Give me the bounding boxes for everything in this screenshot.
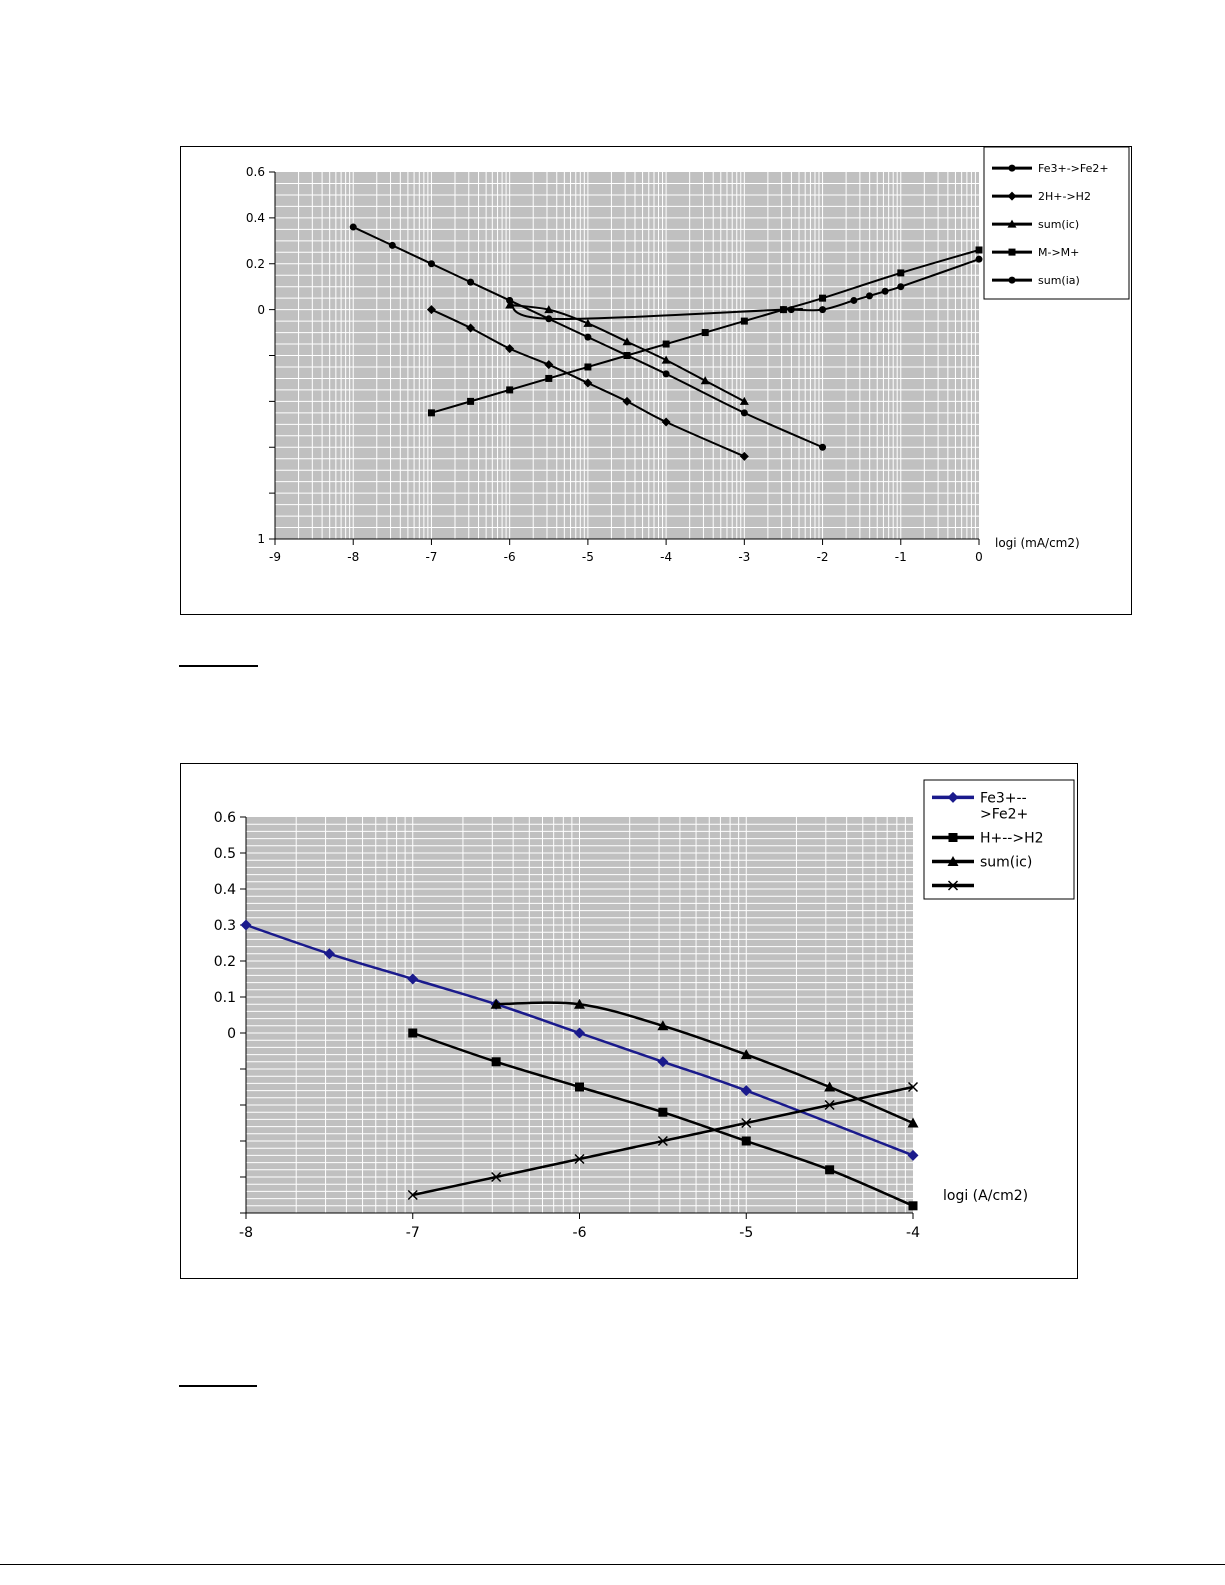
chart-1-series-4-point [624,352,631,359]
chart-2-series-2-point [909,1201,918,1210]
chart-2-legend-label: Fe3+-->Fe2+ [980,790,1029,823]
chart-1-legend-label: sum(ia) [1038,273,1080,287]
chart-2-x-tick-label: -6 [572,1225,587,1241]
chart-1-series-4-point [702,329,709,336]
chart-1-series-5-point [819,306,826,313]
chart-1-x-tick-label: -9 [269,550,281,564]
chart-2-legend-label: H+-->H2 [980,830,1044,847]
chart-1-legend-label: 2H+->H2 [1038,189,1091,203]
chart-1-y-tick-label: 0.2 [245,256,265,271]
chart-1-series-1-point [819,444,826,451]
chart-1-y-tick-label: 1 [257,532,265,547]
chart-1-x-tick-label: -5 [581,550,594,564]
chart-1-series-4-point [741,318,748,325]
chart-1-series-4-point [897,269,904,276]
caption-1-underline [179,665,258,667]
chart-1-series-4-point [467,398,474,405]
chart-2-x-axis-label: logi (A/cm2) [943,1188,1029,1204]
chart-1-series-5-point [866,292,873,299]
chart-1-legend-marker [1009,249,1016,256]
chart-1-series-1-point [741,409,748,416]
chart-1-y-tick-label: 0.4 [245,211,265,226]
chart-2-y-tick-label: 0.6 [213,809,236,826]
chart-1-legend-label: M->M+ [1038,245,1080,259]
chart-2-y-tick-label: 0.3 [213,917,236,934]
chart-1-y-tick-label: 0.6 [245,165,265,180]
chart-1-series-4-point [428,409,435,416]
page-bottom-rule [0,1564,1225,1565]
chart-1-series-5-point [882,288,889,295]
chart-2-series-2-point [742,1137,751,1146]
chart-1-x-tick-label: 0 [975,550,983,564]
chart-1 [180,146,1132,615]
chart-1-x-tick-label: -7 [425,550,438,564]
chart-2-series-2-point [408,1029,417,1038]
chart-2-y-tick-label: 0 [227,1025,236,1042]
chart-1-legend-label: Fe3+->Fe2+ [1038,161,1109,175]
chart-2-legend-marker [949,833,958,842]
chart-2-svg [181,764,1077,1278]
chart-2-y-tick-label: 0.2 [213,953,236,970]
chart-2-legend-label: sum(ic) [980,854,1033,871]
chart-1-x-tick-label: -1 [894,550,907,564]
chart-2-x-tick-label: -4 [906,1225,920,1241]
chart-1-series-1-point [467,279,474,286]
chart-1-series-1-point [428,260,435,267]
chart-1-series-4-point [819,295,826,302]
chart-1-series-4-point [976,246,983,253]
chart-2-x-tick-label: -8 [239,1225,253,1241]
chart-1-series-1-point [389,242,396,249]
chart-1-x-axis-label: logi (mA/cm2) [995,536,1080,550]
caption-2-underline [179,1385,257,1387]
chart-1-y-tick-label: 0 [257,302,265,317]
chart-1-x-tick-label: -2 [816,550,829,564]
chart-1-x-tick-label: -8 [347,550,360,564]
chart-2-x-tick-label: -5 [739,1225,754,1241]
chart-2 [180,763,1078,1279]
chart-2-y-tick-label: 0.5 [213,845,236,862]
chart-1-x-tick-label: -4 [660,550,673,564]
chart-1-series-4-point [584,363,591,370]
chart-1-series-5-point [976,256,983,263]
chart-1-series-5-point [897,283,904,290]
chart-2-x-tick-label: -7 [405,1225,420,1241]
chart-1-legend [984,147,1129,299]
chart-1-series-1-point [350,224,357,231]
chart-1-series-4-point [545,375,552,382]
chart-1-series-5-point [788,306,795,313]
chart-1-legend-marker [1009,277,1016,284]
chart-1-series-5-point [545,315,552,322]
chart-1-series-5-point [850,297,857,304]
chart-2-series-2-point [492,1057,501,1066]
chart-1-series-5-point [506,297,513,304]
chart-1-series-1-point [584,334,591,341]
chart-1-x-tick-label: -3 [738,550,751,564]
chart-1-series-1-point [663,370,670,377]
chart-1-series-5-point [780,306,787,313]
chart-1-x-tick-label: -6 [503,550,516,564]
chart-2-y-tick-label: 0.1 [213,989,236,1006]
chart-1-series-4-point [663,341,670,348]
chart-2-series-2-point [575,1083,584,1092]
chart-1-legend-label: sum(ic) [1038,217,1080,231]
chart-1-series-4-point [506,386,513,393]
chart-2-series-2-point [658,1108,667,1117]
chart-2-y-tick-label: 0.4 [213,881,236,898]
chart-1-svg [181,147,1131,614]
chart-1-legend-marker [1009,165,1016,172]
chart-2-series-2-point [825,1165,834,1174]
